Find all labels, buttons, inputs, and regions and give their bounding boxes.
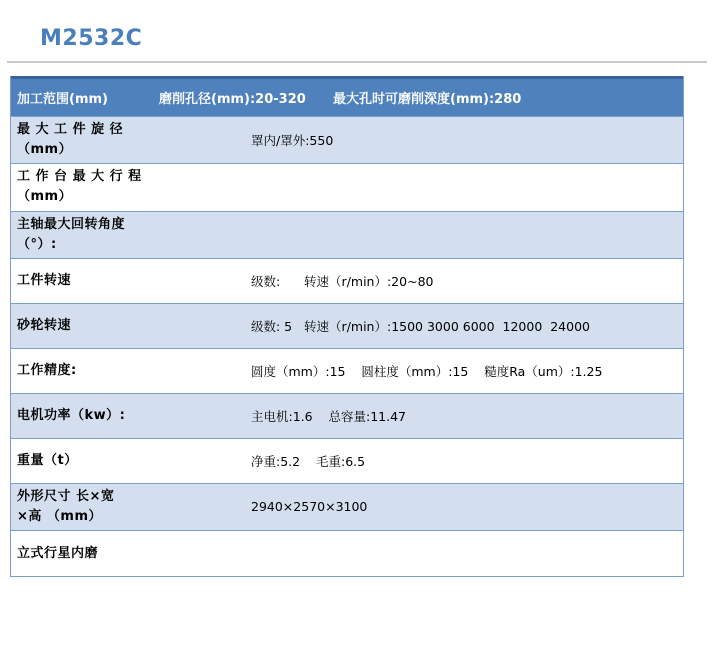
- header-cell-depth: 最大孔时可磨削深度(mm):280: [333, 92, 522, 107]
- table-row: [11, 259, 683, 304]
- row-value: 2940×2570×3100: [251, 499, 368, 515]
- row-label: [11, 117, 251, 163]
- row-label-line: （mm）: [17, 189, 73, 205]
- row-label: [11, 439, 251, 483]
- table-row: [11, 117, 683, 164]
- title-divider: [7, 61, 707, 63]
- table-row: [11, 212, 683, 259]
- row-value: [251, 164, 683, 210]
- row-label-line: （mm）: [17, 142, 73, 158]
- row-label: [11, 394, 251, 438]
- row-label-line: 砂轮转速: [17, 317, 72, 333]
- table-row: [11, 394, 683, 439]
- row-label-line: 最 大 工 件 旋 径: [17, 122, 124, 137]
- spec-table: [10, 76, 684, 577]
- row-label-line: 工 作 台 最 大 行 程: [17, 169, 142, 185]
- row-label: [11, 349, 251, 393]
- row-value: 主电机:1.6 总容量:11.47: [251, 408, 406, 424]
- row-label-line: 主轴最大回转角度: [17, 216, 126, 232]
- row-value: [251, 212, 683, 258]
- row-value: 净重:5.2 毛重:6.5: [251, 453, 366, 469]
- row-value: 级数: 转速（r/min）:20~80: [251, 273, 434, 289]
- row-label-line: 重量（t）: [17, 452, 78, 468]
- header-cell-range: 加工范围(mm): [17, 92, 108, 107]
- row-label-line: 电机功率（kw）:: [17, 407, 126, 423]
- row-label: [11, 212, 251, 258]
- row-label: [11, 484, 251, 530]
- table-row: [11, 531, 683, 576]
- row-value: [251, 531, 683, 576]
- row-value: 级数: 5 转速（r/min）:1500 3000 6000 12000 24000: [251, 318, 590, 334]
- row-label: [11, 304, 251, 348]
- header-cell-bore: 磨削孔径(mm):20-320: [159, 92, 306, 107]
- table-row: [11, 164, 683, 211]
- row-label-line: 工作精度:: [17, 362, 77, 378]
- row-label: [11, 531, 251, 576]
- row-label-line: 外形尺寸 长×宽: [17, 488, 115, 504]
- table-row: [11, 484, 683, 531]
- row-label-line: ×高 （mm）: [17, 508, 103, 524]
- table-row: [11, 304, 683, 349]
- row-value: 罩内/罩外:550: [251, 133, 334, 149]
- row-label: [11, 259, 251, 303]
- table-header-row: [11, 76, 683, 117]
- row-value: 圆度（mm）:15 圆柱度（mm）:15 糙度Ra（um）:1.25: [251, 363, 603, 379]
- row-label-line: 立式行星内磨: [17, 545, 99, 561]
- row-label-line: （°）:: [17, 236, 57, 252]
- row-label: [11, 164, 251, 210]
- table-row: [11, 349, 683, 394]
- page-title: M2532C: [40, 26, 143, 51]
- table-row: [11, 439, 683, 484]
- row-label-line: 工件转速: [17, 272, 72, 288]
